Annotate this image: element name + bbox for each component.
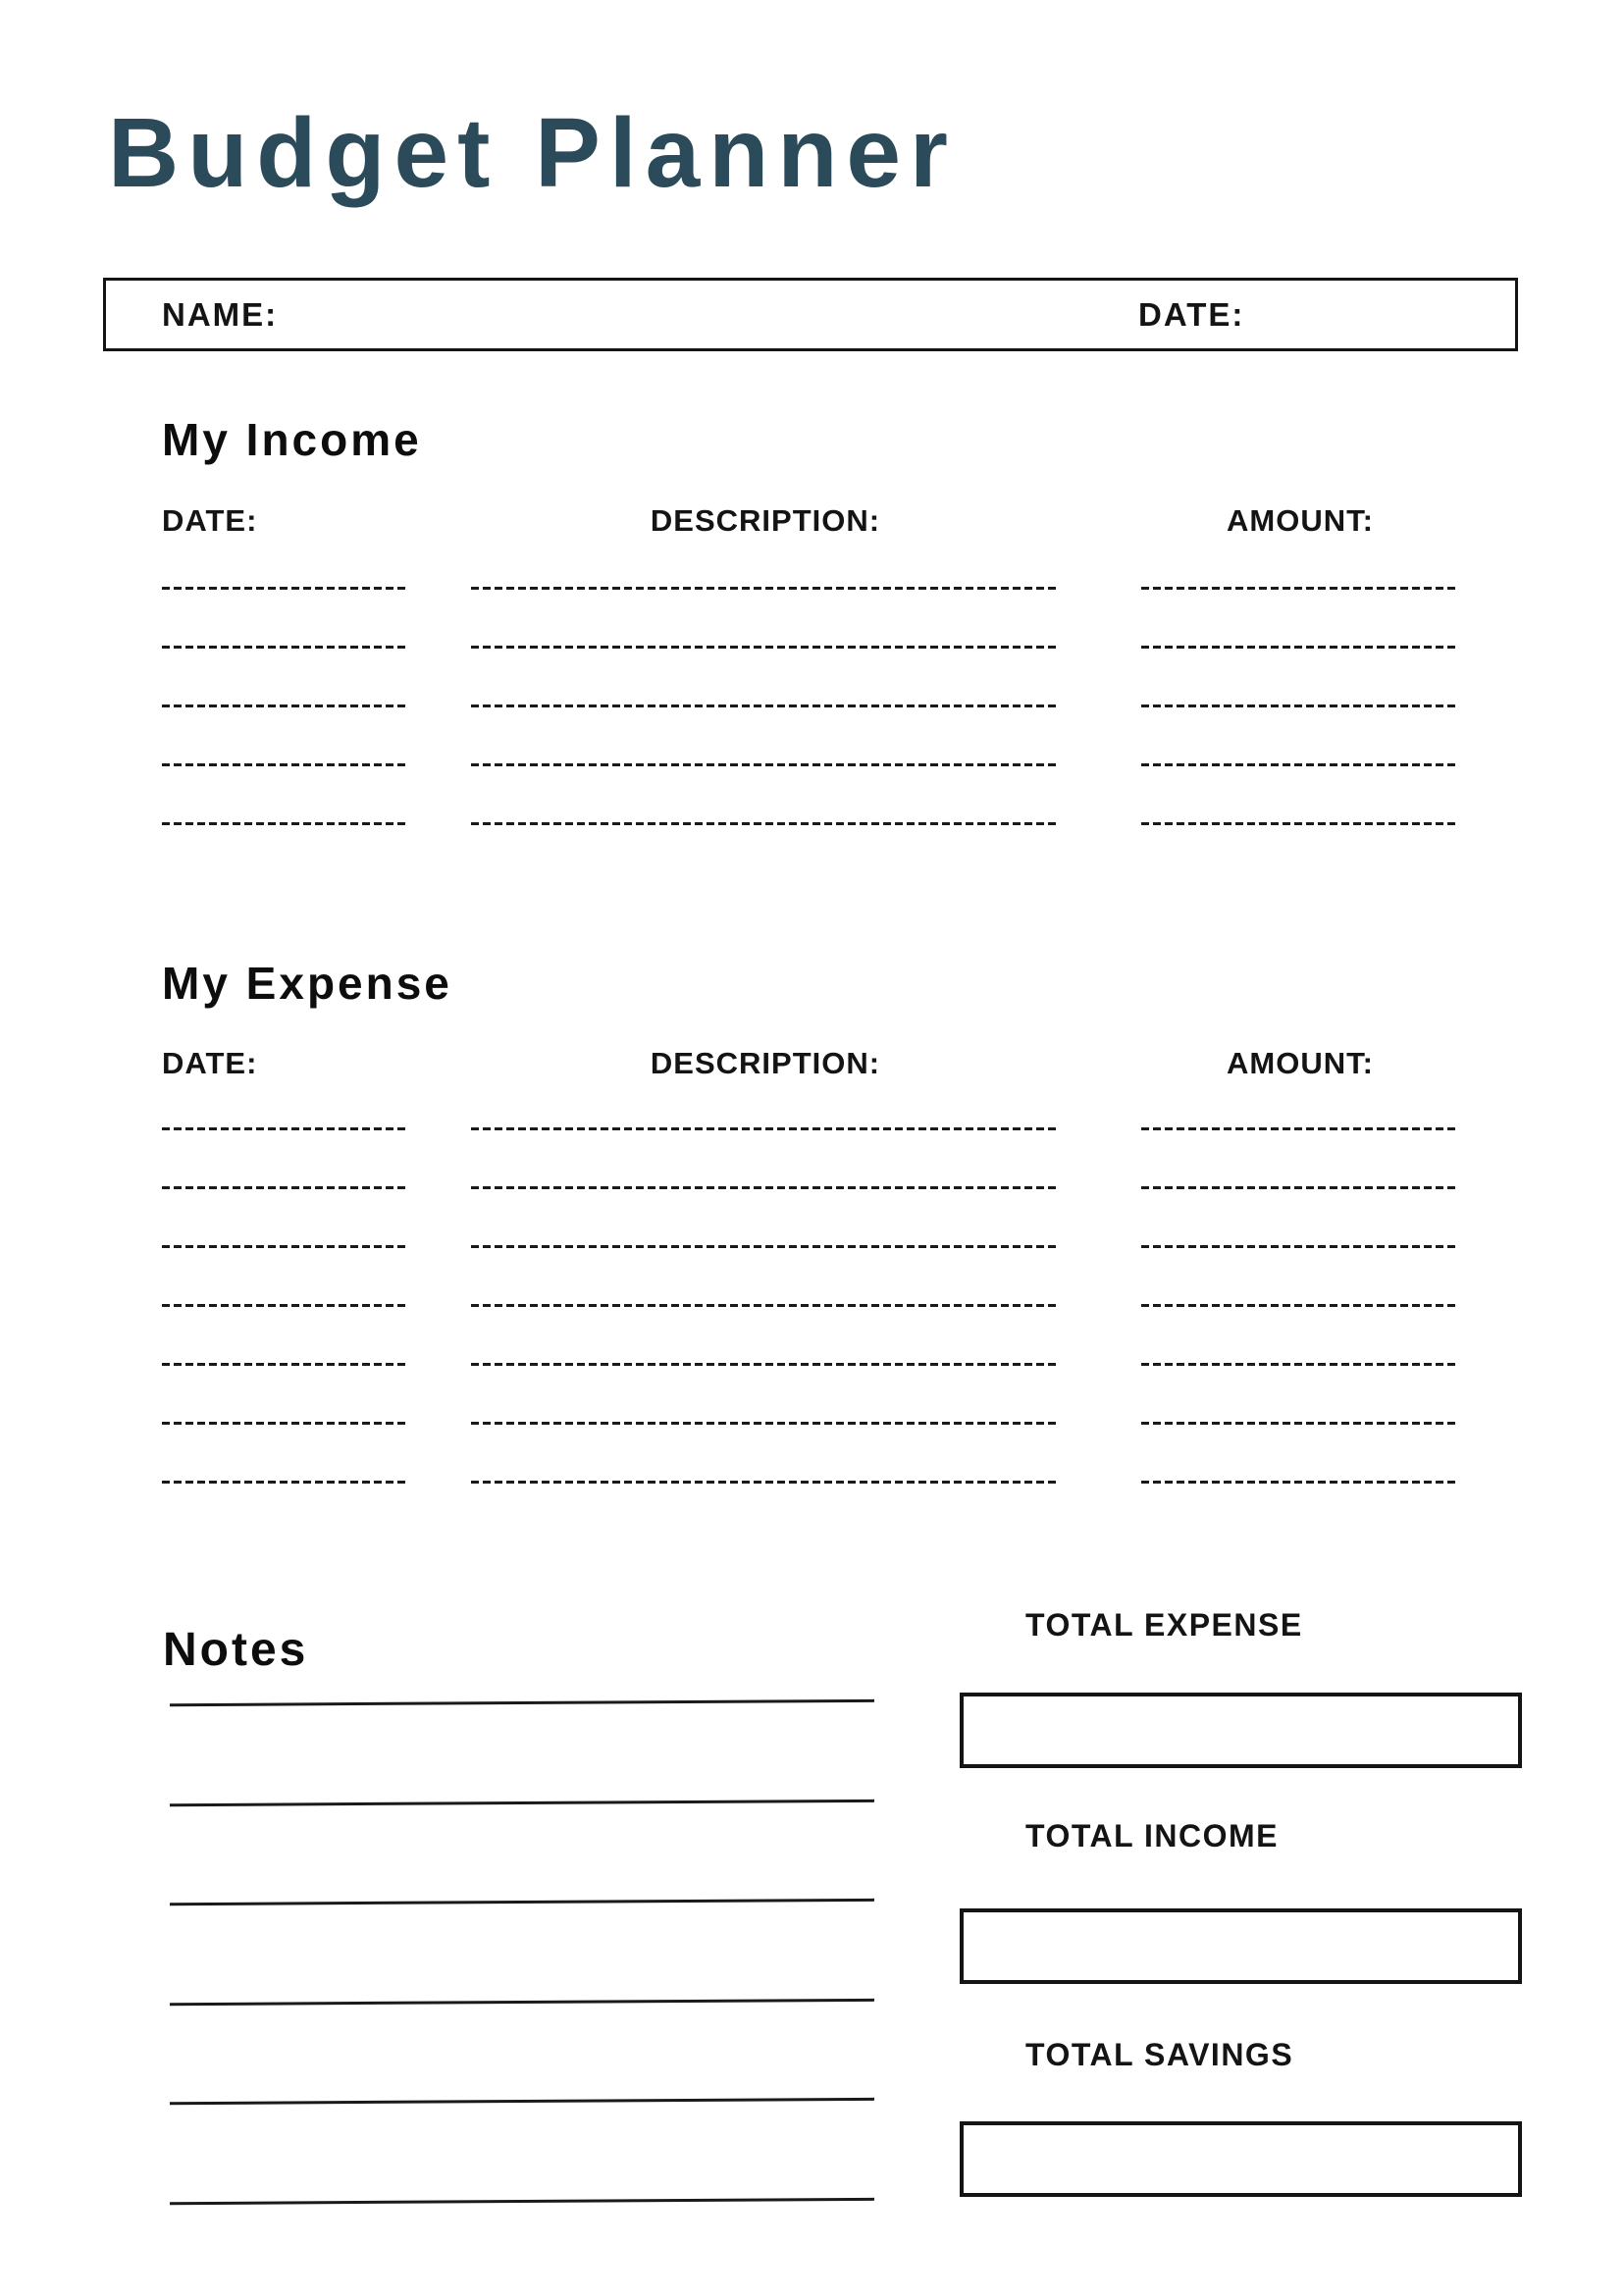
expense-row-description-line[interactable]	[471, 1481, 1060, 1484]
expense-row-description-line[interactable]	[471, 1127, 1060, 1130]
expense-row-amount-line[interactable]	[1141, 1127, 1459, 1130]
expense-row	[162, 1248, 1459, 1307]
income-row-description-line[interactable]	[471, 763, 1060, 766]
expense-row-amount-line[interactable]	[1141, 1422, 1459, 1425]
expense-row-description-line[interactable]	[471, 1245, 1060, 1248]
income-rows	[162, 531, 1459, 825]
notes-section-heading: Notes	[163, 1624, 309, 1676]
expense-row-amount-line[interactable]	[1141, 1245, 1459, 1248]
income-row	[162, 649, 1459, 707]
expense-row	[162, 1130, 1459, 1189]
date-label: DATE:	[1138, 296, 1245, 333]
income-row-date-line[interactable]	[162, 704, 405, 707]
income-row-description-line[interactable]	[471, 822, 1060, 825]
expense-row-date-line[interactable]	[162, 1422, 405, 1425]
income-row-amount-line[interactable]	[1141, 646, 1459, 649]
notes-line-row	[170, 2100, 876, 2200]
income-row-amount-line[interactable]	[1141, 587, 1459, 590]
expense-row-description-line[interactable]	[471, 1363, 1060, 1366]
income-amount-column-header: AMOUNT:	[1227, 503, 1374, 538]
notes-line-row	[170, 1901, 876, 2001]
expense-row-description-line[interactable]	[471, 1304, 1060, 1307]
expense-row-date-line[interactable]	[162, 1127, 405, 1130]
notes-line-row	[170, 1801, 876, 1902]
expense-description-column-header: DESCRIPTION:	[650, 1046, 881, 1080]
name-date-box	[103, 278, 1518, 351]
income-row-date-line[interactable]	[162, 587, 405, 590]
expense-row	[162, 1189, 1459, 1248]
income-row	[162, 590, 1459, 649]
expense-row	[162, 1071, 1459, 1130]
expense-row	[162, 1307, 1459, 1366]
expense-row-date-line[interactable]	[162, 1363, 405, 1366]
expense-row-amount-line[interactable]	[1141, 1481, 1459, 1484]
notes-lines	[170, 1701, 876, 2296]
expense-row	[162, 1425, 1459, 1484]
total-income-box[interactable]	[960, 1908, 1522, 1984]
expense-row-description-line[interactable]	[471, 1422, 1060, 1425]
notes-line-row	[170, 2001, 876, 2101]
expense-row-amount-line[interactable]	[1141, 1363, 1459, 1366]
name-label: NAME:	[162, 296, 279, 333]
income-row	[162, 531, 1459, 590]
notes-writing-line[interactable]	[170, 1699, 874, 1706]
notes-line-row	[170, 1701, 876, 1801]
page-title: Budget Planner	[108, 98, 957, 208]
expense-date-column-header: DATE:	[162, 1046, 258, 1080]
income-row-description-line[interactable]	[471, 704, 1060, 707]
income-row-amount-line[interactable]	[1141, 763, 1459, 766]
total-expense-box[interactable]	[960, 1693, 1522, 1768]
income-date-column-header: DATE:	[162, 503, 258, 538]
expense-row-date-line[interactable]	[162, 1186, 405, 1189]
total-savings-label: TOTAL SAVINGS	[1025, 2037, 1294, 2072]
income-row-amount-line[interactable]	[1141, 704, 1459, 707]
expense-rows	[162, 1071, 1459, 1484]
expense-row	[162, 1366, 1459, 1425]
expense-row-amount-line[interactable]	[1141, 1304, 1459, 1307]
expense-amount-column-header: AMOUNT:	[1227, 1046, 1374, 1080]
income-row-date-line[interactable]	[162, 646, 405, 649]
income-row-date-line[interactable]	[162, 822, 405, 825]
total-income-label: TOTAL INCOME	[1025, 1818, 1279, 1853]
notes-line-row	[170, 2200, 876, 2296]
income-row-description-line[interactable]	[471, 587, 1060, 590]
income-description-column-header: DESCRIPTION:	[650, 503, 881, 538]
name-input-area[interactable]	[283, 281, 1107, 348]
total-savings-box[interactable]	[960, 2121, 1522, 2197]
expense-section-heading: My Expense	[162, 958, 452, 1009]
expense-row-amount-line[interactable]	[1141, 1186, 1459, 1189]
income-row	[162, 707, 1459, 766]
income-row-amount-line[interactable]	[1141, 822, 1459, 825]
expense-row-description-line[interactable]	[471, 1186, 1060, 1189]
total-expense-label: TOTAL EXPENSE	[1025, 1607, 1303, 1643]
expense-row-date-line[interactable]	[162, 1304, 405, 1307]
income-row-description-line[interactable]	[471, 646, 1060, 649]
expense-row-date-line[interactable]	[162, 1481, 405, 1484]
expense-row-date-line[interactable]	[162, 1245, 405, 1248]
income-row-date-line[interactable]	[162, 763, 405, 766]
income-section-heading: My Income	[162, 414, 422, 465]
date-input-area[interactable]	[1259, 281, 1509, 348]
income-row	[162, 766, 1459, 825]
